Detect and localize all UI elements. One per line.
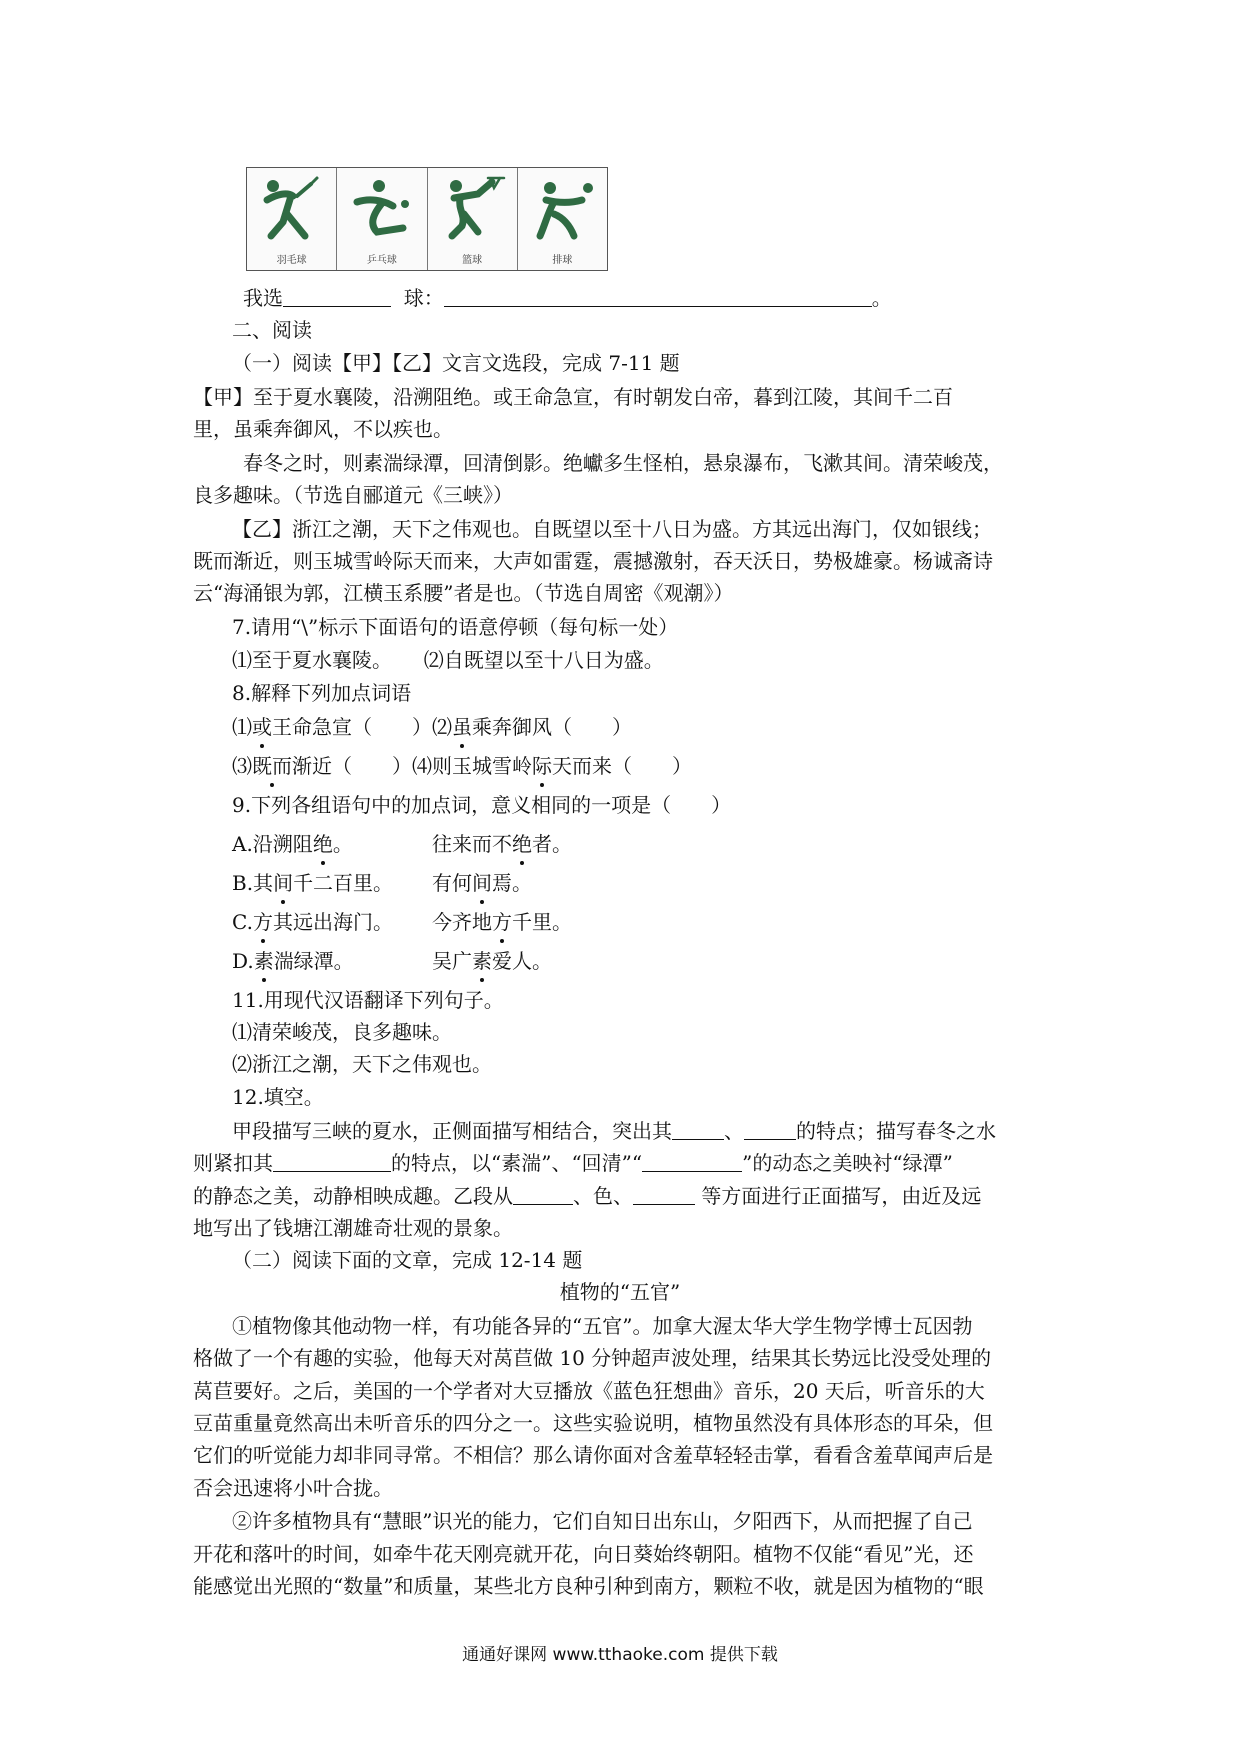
- passage-jia: 春冬之时，则素湍绿潭，回清倒影。绝巘多生怪柏，悬泉瀑布，飞漱其间。清荣峻茂，: [243, 451, 1003, 475]
- fill-blank[interactable]: [273, 1151, 391, 1172]
- article-paragraph: 豆苗重量竟然高出未听音乐的四分之一。这些实验说明，植物虽然没有具体形态的耳朵，但: [193, 1411, 993, 1435]
- volleyball-icon: [518, 168, 607, 270]
- article-paragraph: 莴苣要好。之后，美国的一个学者对大豆播放《蓝色狂想曲》音乐，20 天后，听音乐的大: [193, 1379, 985, 1403]
- passage-jia: 里，虽乘奔御风，不以疾也。: [193, 417, 453, 441]
- badminton-icon: [247, 168, 337, 270]
- article-paragraph: 开花和落叶的时间，如牵牛花天刚亮就开花，向日葵始终朝阳。植物不仅能“看见”光，还: [193, 1542, 974, 1566]
- part1-intro: （一）阅读【甲】【乙】文言文选段，完成 7-11 题: [232, 351, 680, 375]
- passage-yi: 云“海涌银为郭，江横玉系腰”者是也。（节选自周密《观潮》）: [193, 581, 734, 605]
- passage-jia: 良多趣味。（节选自郦道元《三峡》）: [193, 483, 513, 507]
- basketball-icon: [428, 168, 518, 270]
- dotted-word: 虽: [452, 712, 472, 742]
- dotted-word: 际: [532, 751, 552, 781]
- sport-pictograms: [246, 167, 608, 271]
- choose-label: 我选: [243, 286, 283, 310]
- reason-label: 球：: [403, 286, 444, 310]
- option-a[interactable]: A.沿溯阻绝。: [232, 829, 353, 859]
- section-heading: 二、阅读: [232, 318, 312, 342]
- icon-caption: 乒乓球: [366, 255, 397, 266]
- question-11-item: ⑴清荣峻茂，良多趣味。: [232, 1020, 452, 1044]
- article-title: 植物的“五官”: [559, 1280, 681, 1304]
- choose-line: 我选 球： 。: [243, 286, 892, 310]
- question-12-line2: 则紧扣其 的特点，以“素湍”、“回清”“ ”的动态之美映衬“绿潭”: [193, 1151, 953, 1175]
- option-b-compare: 有何间焉。: [432, 868, 532, 898]
- icon-caption: 篮球: [462, 255, 483, 266]
- question-12-line4: 地写出了钱塘江潮雄奇壮观的景象。: [193, 1216, 513, 1240]
- option-b[interactable]: B.其间千二百里。: [232, 868, 393, 898]
- fill-blank[interactable]: [513, 1184, 573, 1205]
- question-11: 11.用现代汉语翻译下列句子。: [232, 988, 504, 1012]
- question-12: 12.填空。: [232, 1085, 324, 1109]
- fill-blank[interactable]: [633, 1184, 695, 1205]
- question-9: 9.下列各组语句中的加点词，意义相同的一项是（ ）: [232, 793, 732, 817]
- passage-yi: 【乙】浙江之潮，天下之伟观也。自既望以至十八日为盛。方其远出海门，仅如银线；: [232, 517, 992, 541]
- fill-blank[interactable]: [744, 1119, 796, 1140]
- article-paragraph: 能感觉出光照的“数量”和质量，某些北方良种引种到南方，颗粒不收，就是因为植物的“眼: [193, 1574, 984, 1598]
- question-7: 7.请用“\”标示下面语句的语意停顿（每句标一处）: [232, 615, 679, 639]
- table-tennis-icon: [337, 168, 427, 270]
- option-a-compare: 往来而不绝者。: [432, 829, 572, 859]
- option-c-compare: 今齐地方千里。: [432, 907, 572, 937]
- question-8-line2: ⑶既而渐近（ ）⑷则玉城雪岭际天而来（ ）: [232, 751, 692, 781]
- fill-blank[interactable]: [672, 1119, 724, 1140]
- reason-blank[interactable]: [444, 286, 872, 307]
- dotted-word: 或: [252, 712, 272, 742]
- question-7-items: ⑴至于夏水襄陵。 ⑵自既望以至十八日为盛。: [232, 648, 664, 672]
- question-11-item: ⑵浙江之潮，天下之伟观也。: [232, 1052, 492, 1076]
- option-c[interactable]: C.方其远出海门。: [232, 907, 393, 937]
- icon-caption: 羽毛球: [276, 255, 307, 266]
- article-paragraph: ①植物像其他动物一样，有功能各异的“五官”。加拿大渥太华大学生物学博士瓦因勃: [232, 1314, 973, 1338]
- option-d[interactable]: D.素湍绿潭。: [232, 946, 354, 976]
- dotted-word: 既而: [252, 751, 292, 781]
- article-paragraph: ②许多植物具有“慧眼”识光的能力，它们自知日出东山，夕阳西下，从而把握了自己: [232, 1509, 973, 1533]
- article-paragraph: 它们的听觉能力却非同寻常。不相信？那么请你面对含羞草轻轻击掌，看看含羞草闻声后是: [193, 1443, 993, 1467]
- page-footer: 通通好课网 www.tthaoke.com 提供下载: [462, 1645, 778, 1665]
- sport-blank[interactable]: [283, 286, 391, 307]
- passage-yi: 既而渐近，则玉城雪岭际天而来，大声如雷霆，震撼激射，吞天沃日，势极雄豪。杨诚斋诗: [193, 549, 993, 573]
- question-8: 8.解释下列加点词语: [232, 681, 412, 705]
- question-12-line3: 的静态之美，动静相映成趣。乙段从 、色、 等方面进行正面描写，由近及远: [193, 1184, 982, 1208]
- question-12-line1: 甲段描写三峡的夏水，正侧面描写相结合，突出其 、 的特点；描写春冬之水: [232, 1119, 996, 1143]
- article-paragraph: 格做了一个有趣的实验，他每天对莴苣做 10 分钟超声波处理，结果其长势远比没受处理的: [193, 1346, 992, 1370]
- option-d-compare: 吴广素爱人。: [432, 946, 552, 976]
- part2-intro: （二）阅读下面的文章，完成 12-14 题: [232, 1248, 583, 1272]
- icon-caption: 排球: [552, 255, 573, 266]
- article-paragraph: 否会迅速将小叶合拢。: [193, 1476, 393, 1500]
- passage-jia: 【甲】至于夏水襄陵，沿溯阻绝。或王命急宣，有时朝发白帝，暮到江陵，其间千二百: [193, 385, 953, 409]
- fill-blank[interactable]: [642, 1151, 742, 1172]
- question-8-line1: ⑴或王命急宣（ ）⑵虽乘奔御风（ ）: [232, 712, 632, 742]
